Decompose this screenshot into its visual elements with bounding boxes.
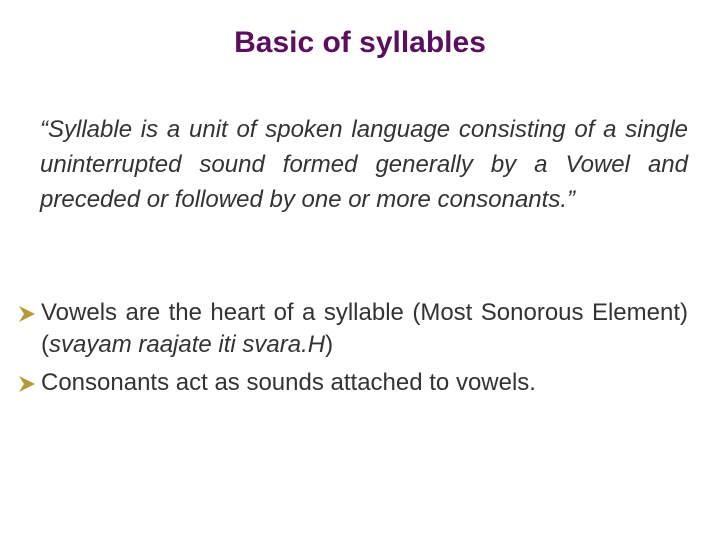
slide-title: Basic of syllables — [234, 26, 486, 59]
bullet-item-vowels — [18, 297, 688, 361]
bullet-emphasis: svayam raajate iti svara.H — [49, 331, 326, 358]
bullet-text: Vowels are the heart of a syllable (Most Sonorous Element) ( — [41, 299, 688, 358]
bullet-tail: ) — [325, 331, 334, 358]
definition-quote: “Syllable is a unit of spoken language consisting of a single uninterrupted sound formed generally by a Vowel and preceded or followed by one or more consonants.” — [40, 116, 688, 213]
bullet-text: Consonants act as sounds attached to vowels. — [41, 369, 536, 396]
bullet-item-consonants — [18, 367, 688, 399]
bullet-list — [18, 297, 688, 405]
arrow-bullet-icon — [18, 305, 36, 323]
arrow-bullet-icon — [18, 375, 36, 393]
